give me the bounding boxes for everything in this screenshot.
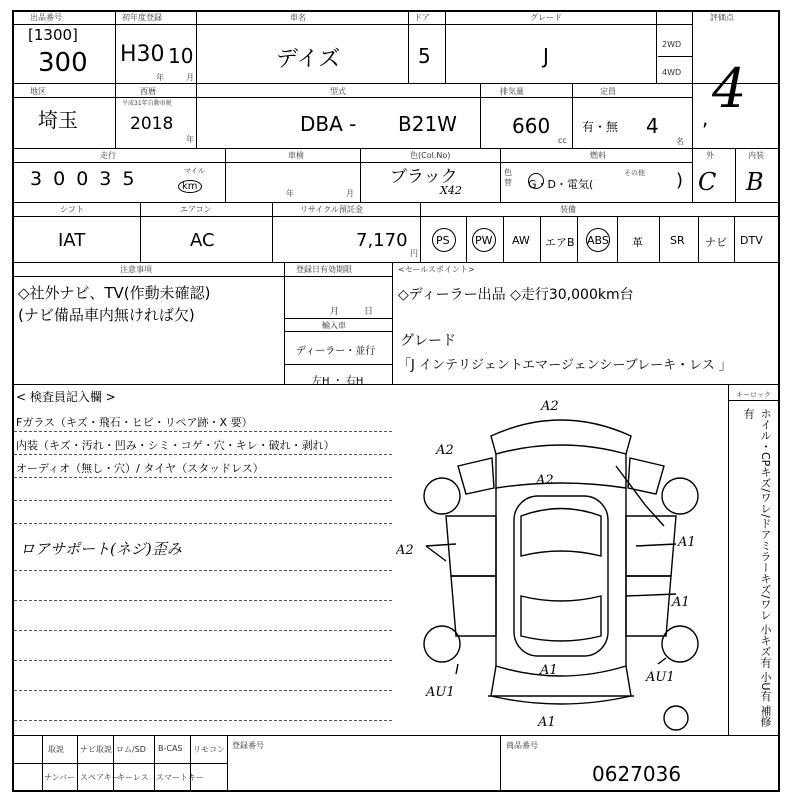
fuel-close: ) xyxy=(676,170,684,191)
inspector-title: < 検査員記入欄 > xyxy=(16,390,116,404)
inspector-line-interior: 内装（キズ・汚れ・凹み・シミ・コゲ・穴・キレ・破れ・剥れ） xyxy=(16,439,335,452)
location-value: 埼玉 xyxy=(38,108,78,132)
damage-mark: A1 xyxy=(540,663,558,678)
lot-bracket: [1300] xyxy=(28,26,78,44)
selling-points-label: <セールスポイント> xyxy=(398,265,475,274)
item-navi-manual: ナビ取説 xyxy=(80,745,112,754)
interior-rating: B xyxy=(746,168,764,196)
vehicle-damage-diagram xyxy=(396,396,726,734)
displacement-label: 排気量 xyxy=(500,87,524,96)
import-title: 輸入車 xyxy=(322,321,346,330)
first-reg-month: 10 xyxy=(168,44,194,68)
mileage-label: 走行 xyxy=(100,151,116,160)
equipment-aw: AW xyxy=(512,234,530,247)
drive-2wd: 2WD xyxy=(662,40,682,49)
equipment-abs: ABS xyxy=(587,234,609,247)
seat-options: 有・無 xyxy=(582,120,619,134)
import-dealer: ディーラー・並行 xyxy=(296,346,376,357)
selling-point-line: ◇ディーラー出品 ◇走行30,000km台 xyxy=(398,287,634,303)
aircon-label: エアコン xyxy=(180,205,212,214)
grade-label: グレード xyxy=(530,13,562,22)
write-line xyxy=(14,690,392,691)
equipment-label: 装備 xyxy=(560,205,576,214)
model-year-value: 2018 xyxy=(130,114,174,134)
month-unit: 月 xyxy=(186,73,194,82)
doors-value: 5 xyxy=(418,44,431,68)
mileage-digit: 3 xyxy=(99,168,112,190)
color-label: 色(Col.No) xyxy=(410,151,451,160)
recycle-unit: 円 xyxy=(410,249,418,258)
write-line xyxy=(14,630,392,631)
score-label: 評価点 xyxy=(710,13,734,22)
exterior-rating: C xyxy=(698,168,717,196)
seat-value: 4 xyxy=(646,114,659,138)
damage-mark: A2 xyxy=(536,473,554,488)
mileage-digit: 0 xyxy=(53,168,66,190)
item-number: ナンバー xyxy=(44,773,76,782)
write-line xyxy=(14,431,392,432)
fuel-options: G・D・電気( xyxy=(528,178,594,191)
import-steering: 左H ・ 右H xyxy=(312,376,364,387)
item-smart-key: スマートキー xyxy=(156,773,204,782)
model-year-unit: 年 xyxy=(186,135,194,144)
reg-month: 月 xyxy=(330,307,340,317)
inspector-line-audio: オーディオ（無し・穴）/ タイヤ（スタッドレス） xyxy=(16,462,264,475)
write-line xyxy=(14,477,392,478)
write-line xyxy=(14,523,392,524)
model-year-caption: 平成31年自動車税 xyxy=(122,100,172,107)
damage-mark: A1 xyxy=(538,715,556,730)
model-year-label: 西暦 xyxy=(140,87,156,96)
mileage-km: km xyxy=(178,180,202,193)
selling-grade-text: 「J インテリジェントエマージェンシーブレーキ・レス 」 xyxy=(398,358,732,373)
mileage-digits xyxy=(30,168,134,190)
write-line xyxy=(14,660,392,661)
mileage-miles: マイル xyxy=(184,167,205,175)
right-column-notes: ホイル・CPキズ/ワレ/ドアミラーキズ/ワレ 小キズ有 小U有 補修有 xyxy=(742,408,772,727)
first-reg-era-year: H30 xyxy=(120,42,165,67)
car-name-label: 車名 xyxy=(290,13,306,22)
note-line-1: ◇社外ナビ、TV(作動未確認) xyxy=(18,284,211,302)
recycle-value: 7,170 xyxy=(356,230,408,251)
write-line xyxy=(14,720,392,721)
item-spare-key: スペアキー xyxy=(80,773,120,782)
lot-number-label: 商品番号 xyxy=(506,741,538,750)
write-line xyxy=(14,500,392,501)
key-label: キーロック xyxy=(736,391,771,399)
color-code: X42 xyxy=(440,184,462,197)
seat-label: 定員 xyxy=(600,87,616,96)
reg-validity-label: 登録日有効期限 xyxy=(296,265,352,274)
write-line xyxy=(14,570,392,571)
drive-4wd: 4WD xyxy=(662,68,682,77)
exterior-label: 外 xyxy=(706,151,714,160)
year-unit: 年 xyxy=(156,73,164,82)
inspection-label: 車検 xyxy=(288,151,304,160)
transmission-value: IAT xyxy=(58,230,86,251)
item-bcas: B-CAS xyxy=(158,744,183,753)
reg-day: 日 xyxy=(364,307,374,317)
aircon-value: AC xyxy=(190,230,215,251)
displacement-value: 660 xyxy=(512,114,551,138)
displacement-unit: cc xyxy=(558,136,567,145)
damage-mark: A2 xyxy=(541,399,559,414)
model-prefix: DBA - xyxy=(300,112,357,136)
lot-no-label: 出品番号 xyxy=(30,13,62,22)
model-code: B21W xyxy=(398,112,457,136)
selling-grade-label: グレード xyxy=(400,333,456,349)
inspection-year-unit: 年 xyxy=(286,189,294,198)
mileage-digit: 0 xyxy=(76,168,89,190)
damage-mark: A1 xyxy=(678,535,696,550)
car-name-value: デイズ xyxy=(276,47,341,72)
equipment-sr: SR xyxy=(670,234,685,247)
bottom-lot-number: 0627036 xyxy=(592,762,682,786)
item-remote: リモコン xyxy=(193,745,225,754)
inspection-month-unit: 月 xyxy=(346,189,354,198)
seat-unit: 名 xyxy=(676,137,684,146)
reg-number-label: 登録番号 xyxy=(232,741,264,750)
equipment-dtv: DTV xyxy=(740,234,763,247)
doors-label: ドア xyxy=(414,13,430,22)
score-value: 4 xyxy=(712,57,747,120)
damage-mark: A2 xyxy=(396,543,414,558)
damage-mark: AU1 xyxy=(426,685,455,700)
recycle-label: リサイクル預託金 xyxy=(300,205,363,214)
first-reg-label: 初年度登録 xyxy=(122,13,162,22)
damage-mark: AU1 xyxy=(646,670,675,685)
damage-mark: A1 xyxy=(672,595,690,610)
interior-label: 内装 xyxy=(748,151,764,160)
model-label: 型式 xyxy=(330,87,346,96)
color-change-label: 色替 xyxy=(504,168,512,187)
write-line xyxy=(14,454,392,455)
fuel-gasoline-circle xyxy=(528,173,544,189)
note-line-2: (ナビ備品車内無ければ欠) xyxy=(18,306,195,324)
damage-mark: A2 xyxy=(436,443,454,458)
transmission-label: シフト xyxy=(60,205,84,214)
equipment-ps: PS xyxy=(436,234,450,247)
fuel-label: 燃料 xyxy=(590,151,606,160)
equipment-pw: PW xyxy=(475,234,493,247)
equipment-airbag: エアB xyxy=(545,236,575,249)
notes-label: 注意事項 xyxy=(120,265,152,274)
score-tick: , xyxy=(702,106,709,130)
lot-number: 300 xyxy=(38,48,88,78)
inspector-line-glass: Fガラス（キズ・飛石・ヒビ・リペア跡・X 要） xyxy=(16,416,253,429)
equipment-navi: ナビ xyxy=(705,236,727,249)
write-line xyxy=(14,600,392,601)
item-manual: 取説 xyxy=(48,745,64,754)
location-label: 地区 xyxy=(30,87,46,96)
equipment-leather: 革 xyxy=(632,236,643,249)
fuel-other: その他 xyxy=(624,169,645,177)
mileage-digit: 5 xyxy=(122,168,135,190)
color-name: ブラック xyxy=(390,167,458,187)
inspector-handwritten-note: ロアサポート(ネジ)歪み xyxy=(20,540,182,558)
mileage-digit: 3 xyxy=(30,168,43,190)
grade-value: J xyxy=(543,44,549,68)
item-rom-sd: ロム/SD xyxy=(116,745,146,754)
item-keyless: キーレス xyxy=(117,773,149,782)
